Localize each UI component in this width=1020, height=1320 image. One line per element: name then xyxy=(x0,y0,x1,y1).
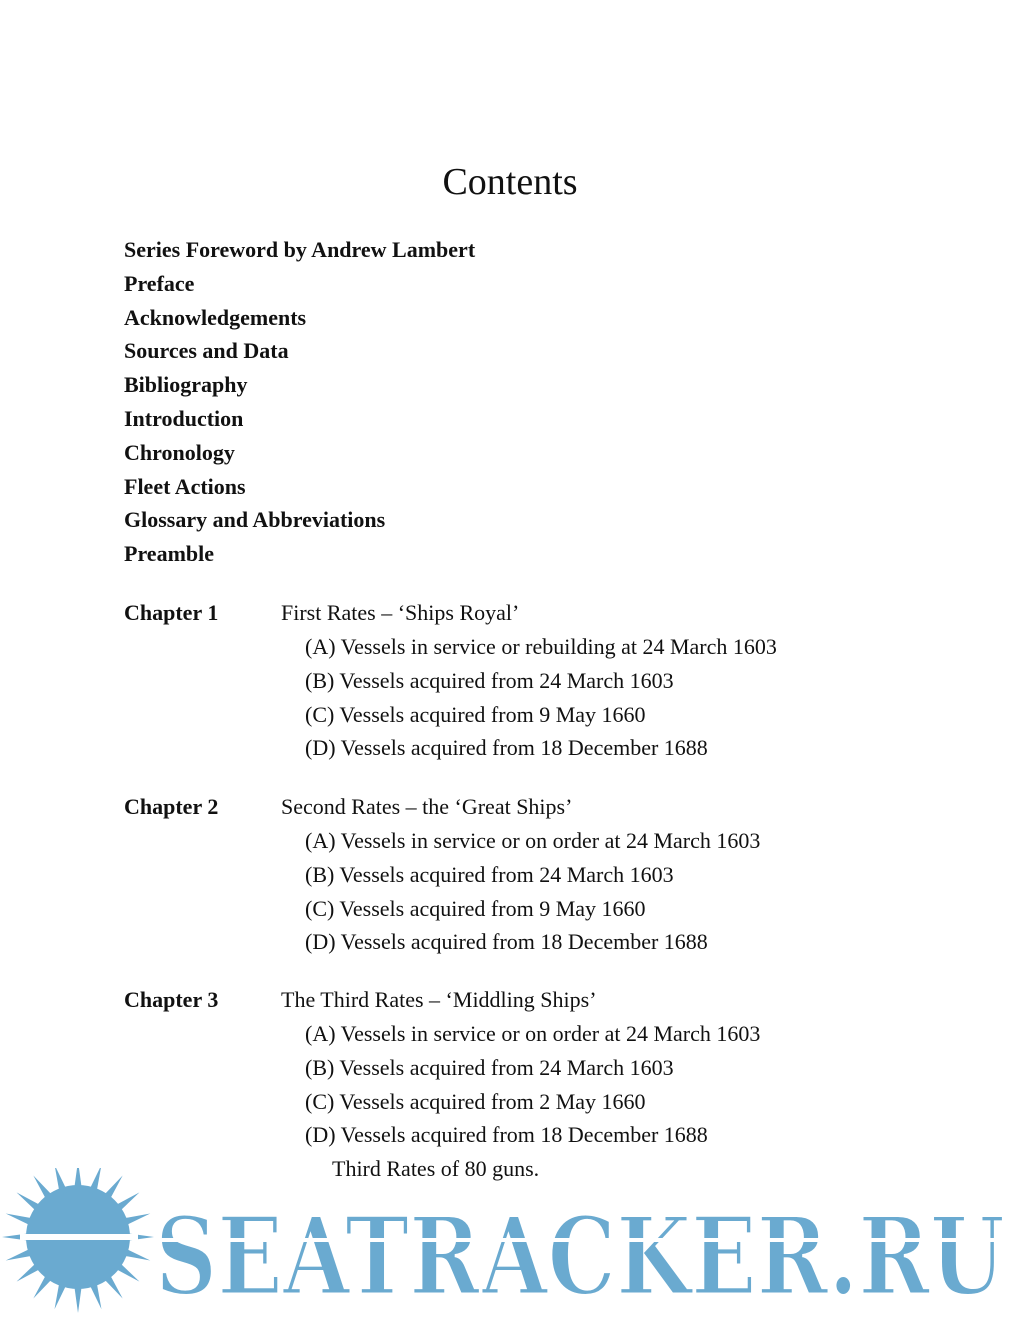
section-list xyxy=(124,824,984,959)
front-matter-item[interactable]: Fleet Actions xyxy=(124,473,246,499)
section-item[interactable]: (C) Vessels acquired from 9 May 1660 xyxy=(305,895,646,921)
sun-ray xyxy=(74,1283,82,1313)
section-item[interactable]: (B) Vessels acquired from 24 March 1603 xyxy=(305,1054,674,1080)
page-title: Contents xyxy=(442,161,578,203)
front-matter-item[interactable]: Introduction xyxy=(124,405,244,431)
section-item[interactable]: (A) Vessels in service or on order at 24 March 1603 xyxy=(305,1021,761,1046)
front-matter-item[interactable]: Preamble xyxy=(124,541,215,567)
chapter-2 xyxy=(124,790,984,959)
front-matter-item[interactable]: Sources and Data xyxy=(124,338,289,364)
chapter-3 xyxy=(124,983,984,1186)
chapter-1 xyxy=(124,596,984,765)
section-item[interactable]: (D) Vessels acquired from 18 December 1688 xyxy=(305,735,708,761)
chapter-label: Chapter 1 xyxy=(124,600,219,625)
section-item[interactable]: (C) Vessels acquired from 9 May 1660 xyxy=(305,701,646,727)
section-item[interactable]: (D) Vessels acquired from 18 December 1688 xyxy=(305,1122,708,1148)
chapter-label: Chapter 2 xyxy=(124,794,219,819)
front-matter-list xyxy=(124,233,475,571)
chapter-title: The Third Rates – ‘Middling Ships’ xyxy=(281,987,597,1012)
section-list xyxy=(124,1017,984,1152)
front-matter-item[interactable]: Preface xyxy=(124,270,195,296)
chapter-label: Chapter 3 xyxy=(124,987,219,1012)
section-item[interactable]: (B) Vessels acquired from 24 March 1603 xyxy=(305,861,674,887)
front-matter-item[interactable]: Acknowledgements xyxy=(124,304,307,330)
sun-ray xyxy=(74,1168,82,1191)
section-list xyxy=(124,630,984,765)
watermark-text: SEATRACKER.RU xyxy=(155,1194,1005,1318)
front-matter-item[interactable]: Glossary and Abbreviations xyxy=(124,507,386,533)
watermark xyxy=(0,1168,1020,1318)
chapter-heading[interactable] xyxy=(124,790,984,824)
section-item[interactable]: (D) Vessels acquired from 18 December 1688 xyxy=(305,929,708,955)
chapter-heading[interactable] xyxy=(124,983,984,1017)
front-matter-item[interactable]: Chronology xyxy=(124,439,235,465)
section-item[interactable]: (A) Vessels in service or rebuilding at 24 March 1603 xyxy=(305,634,777,659)
chapter-note: Third Rates of 80 guns. xyxy=(332,1156,540,1182)
section-item[interactable]: (C) Vessels acquired from 2 May 1660 xyxy=(305,1088,646,1114)
front-matter-item[interactable]: Bibliography xyxy=(124,372,248,398)
section-item[interactable]: (A) Vessels in service or on order at 24 March 1603 xyxy=(305,828,761,853)
section-item[interactable]: (B) Vessels acquired from 24 March 1603 xyxy=(305,667,674,693)
chapter-heading[interactable] xyxy=(124,596,984,630)
sun-icon xyxy=(2,1168,154,1313)
chapter-title: Second Rates – the ‘Great Ships’ xyxy=(281,794,573,819)
front-matter-item[interactable]: Series Foreword by Andrew Lambert xyxy=(124,237,476,262)
chapter-title: First Rates – ‘Ships Royal’ xyxy=(281,600,520,625)
